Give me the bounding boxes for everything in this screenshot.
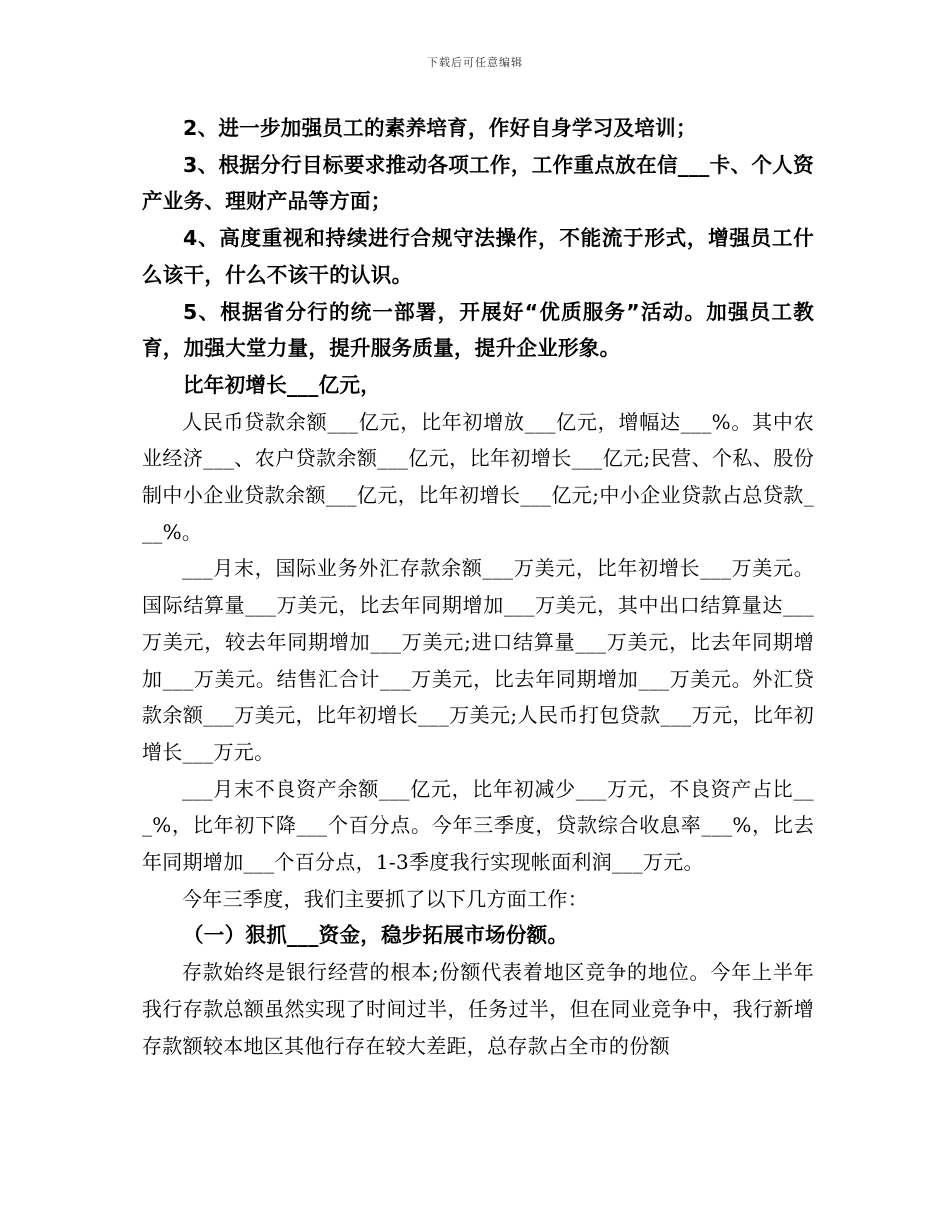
paragraph-11: 存款始终是银行经营的根本;份额代表着地区竞争的地位。今年上半年我行存款总额虽然实现了时间过半，任务过半，但在同业竞争中，我行新增存款额较本地区其他行存在较大差距，总存款占全市的份额 — [142, 960, 814, 1058]
paragraph-1: 2、进一步加强员工的素养培育，作好自身学习及培训； — [183, 116, 697, 140]
paragraph-9: 今年三季度，我们主要抓了以下几方面工作： — [182, 886, 588, 911]
paragraph-3: 4、高度重视和持续进行合规守法操作，不能流于形式，增强员工什么该干，什么不该干的认识。 — [142, 226, 814, 287]
paragraph-5: 比年初增长___亿元， — [183, 372, 382, 397]
page-header: 下载后可任意编辑 — [427, 56, 523, 69]
paragraph-4: 5、根据省分行的统一部署，开展好“优质服务”活动。加强员工教育，加强大堂力量，提升服务质量，提升企业形象。 — [142, 299, 814, 361]
document-body — [142, 110, 814, 1064]
paragraph-7: ___月末，国际业务外汇存款余额___万美元，比年初增长___万美元。国际结算量___万美元，比去年同期增加___万美元，其中出口结算量达___万美元，较去年同期增加___万美元;进口结算量___万美元，比去年同期增加___万美元。结售汇合计___万美元，比去年同期增加___万美元。外汇贷款余额___万美元，比年初增长___万美元;人民币打包贷款___万元，比年初增长___万元。 — [142, 556, 814, 764]
paragraph-2: 3、根据分行目标要求推动各项工作，工作重点放在信___卡、个人资产业务、理财产品等方面； — [142, 152, 814, 214]
paragraph-10: （一）狠抓___资金，稳步拓展市场份额。 — [183, 923, 569, 948]
paragraph-6: 人民币贷款余额___亿元，比年初增放___亿元，增幅达___%。其中农业经济___、农户贷款余额___亿元，比年初增长___亿元;民营、个私、股份制中小企业贷款余额___亿元，比年初增长___亿元;中小企业贷款占总贷款___%。 — [142, 409, 814, 544]
paragraph-8: ___月末不良资产余额___亿元，比年初减少___万元，不良资产占比___%，比年初下降___个百分点。今年三季度，贷款综合收息率___%，比去年同期增加___个百分点，1-3季度我行实现帐面利润___万元。 — [142, 776, 814, 875]
